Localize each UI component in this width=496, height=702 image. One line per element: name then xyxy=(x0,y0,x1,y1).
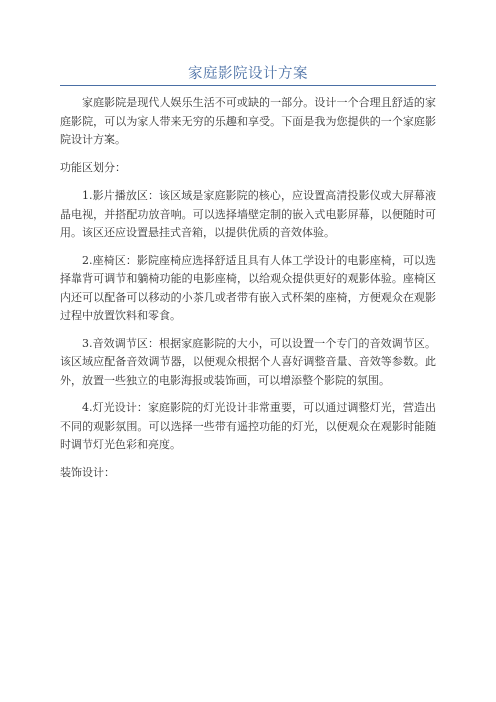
section-heading-decoration: 装饰设计： xyxy=(60,465,115,479)
list-item: 3.音效调节区：根据家庭影院的大小，可以设置一个专门的音效调节区。该区域应配备音效调节器，以便观众根据个人喜好调整音量、音效等参数。此外，放置一些独立的电影海报或装饰画，可以增添整个影院的氛围。 xyxy=(60,336,436,387)
list-item: 1.影片播放区：该区域是家庭影院的核心，应设置高清投影仪或大屏幕液晶电视，并搭配功放音响。可以选择墙壁定制的嵌入式电影屏幕，以便随时可用。该区还应设置悬挂式音箱，以提供优质的音效体验。 xyxy=(60,189,436,239)
section-heading-functional-areas: 功能区划分： xyxy=(60,160,126,174)
list-item: 2.座椅区：影院座椅应选择舒适且具有人体工学设计的电影座椅，可以选择靠背可调节和躺椅功能的电影座椅，以给观众提供更好的观影体验。座椅区内还可以配备可以移动的小茶几或者带有嵌入式杯架的座椅，方便观众在观影过程中放置饮料和零食。 xyxy=(60,253,436,322)
intro-paragraph: 家庭影院是现代人娱乐生活不可或缺的一部分。设计一个合理且舒适的家庭影院，可以为家人带来无穷的乐趣和享受。下面是我为您提供的一个家庭影院设计方案。 xyxy=(60,96,436,146)
document-title: 家庭影院设计方案 xyxy=(188,66,308,82)
title-underline xyxy=(60,85,436,86)
list-item: 4.灯光设计：家庭影院的灯光设计非常重要，可以通过调整灯光，营造出不同的观影氛围。可以选择一些带有遥控功能的灯光，以便观众在观影时能随时调节灯光色彩和亮度。 xyxy=(60,401,436,451)
document-body xyxy=(60,94,436,492)
